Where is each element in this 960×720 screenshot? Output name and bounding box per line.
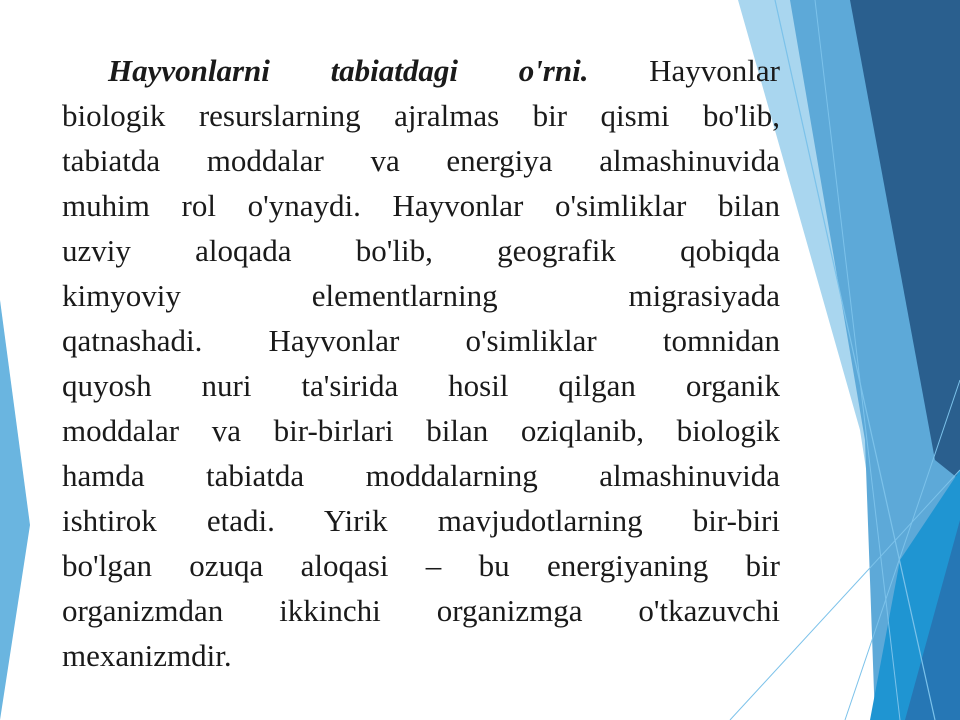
paragraph-line-5: uzviy aloqada bo'lib, geografik qobiqda — [62, 233, 780, 268]
paragraph-line-7: qatnashadi. Hayvonlar o'simliklar tomnidan — [62, 323, 780, 358]
left-accent-shape — [0, 300, 30, 720]
body-paragraph — [62, 48, 780, 678]
paragraph-line-12: bo'lgan ozuqa aloqasi – bu energiyaning bir — [62, 548, 780, 583]
paragraph-line-3: tabiatda moddalar va energiya almashinuvida — [62, 143, 780, 178]
paragraph-line-14: mexanizmdir. — [62, 638, 232, 673]
paragraph-line-2: biologik resurslarning ajralmas bir qismi bo'lib, — [62, 98, 780, 133]
paragraph-line-6: kimyoviy elementlarning migrasiyada — [62, 278, 780, 313]
paragraph-line-4: muhim rol o'ynaydi. Hayvonlar o'simliklar bilan — [62, 188, 780, 223]
paragraph-line-9: moddalar va bir-birlari bilan oziqlanib, biologik — [62, 413, 780, 448]
paragraph-line-13: organizmdan ikkinchi organizmga o'tkazuvchi — [62, 593, 780, 628]
paragraph-heading: Hayvonlarni tabiatdagi o'rni. — [108, 53, 589, 88]
paragraph-line-1-rest: Hayvonlar — [588, 53, 780, 88]
paragraph-line-1 — [62, 48, 780, 93]
paragraph-line-10: hamda tabiatda moddalarning almashinuvida — [62, 458, 780, 493]
paragraph-line-11: ishtirok etadi. Yirik mavjudotlarning bir-biri — [62, 503, 780, 538]
paragraph-line-8: quyosh nuri ta'sirida hosil qilgan organik — [62, 368, 780, 403]
